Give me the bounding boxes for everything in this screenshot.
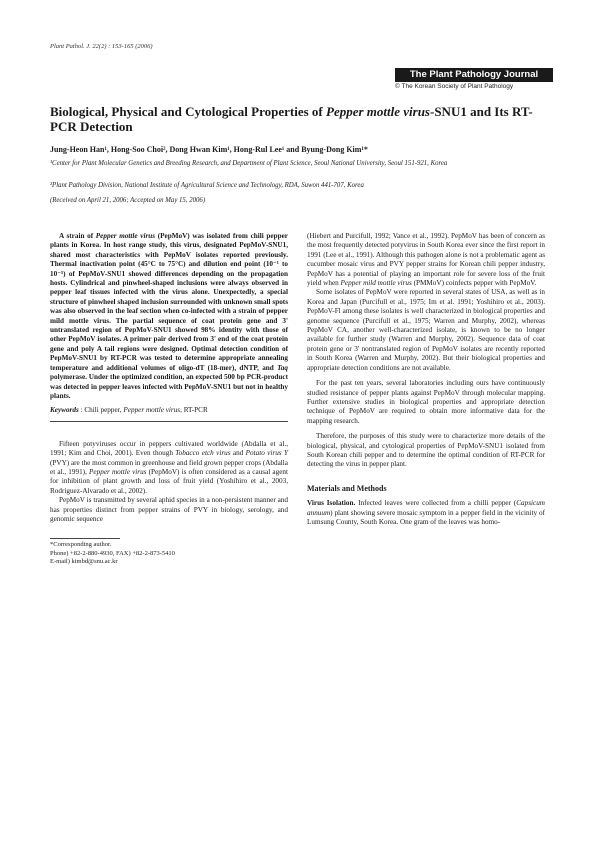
affiliation-1: ¹Center for Plant Molecular Genetics and Breeding Research, and Department of Plant Science, Seoul National University, Seoul 151-921, Korea [50,160,448,167]
footnote-email: E-mail) kimbd@snu.ac.kr [50,558,118,566]
body-paragraph-5 [307,499,545,527]
body-paragraph-2: Some isolates of PepMoV were reported in several states of USA, as well as in Korea and Japan (Purcifull et al., 1975; Im et al. 1991; Yoshihiro et al., 2003). PepMoV-Fl among these isolates is well characterized in biological properties and genome sequence (Purcifull et al., 1975; Warren and Murphy, 2002), whereas PepMoV CA, another well-characterized isolate, is known to be no longer available for further study (Warren and Murphy, 2002). Sequence data of coat protein gene or 3' nontranslated region of PepMoV isolates are recently reported in South Korea (Warren and Murphy, 2002). But their biological properties and appropriate detection conditions are not available. [307,288,545,372]
keywords-label: Keywords [50,406,79,415]
intro-p1-italic-2: Potato virus Y [245,449,288,458]
affiliation-2: ²Plant Pathology Division, National Institute of Agricultural Science and Technology, RDA, Suwon 441-707, Korea [50,182,364,189]
journal-banner: The Plant Pathology Journal [395,68,553,82]
abstract-part-2: (PepMoV) was isolated from chili pepper plants in Korea. In host range study, this virus, designated PepMoV-SNU1, shared most characteristics with PepMoV isolates reported previously. Thermal inactivation point (45°C to 75°C) and dilution end point (10⁻¹ to 10⁻⁵) of PepMoV-SNU1 showed differences depending on the propagation hosts. Cylindrical and pinwheel-shaped inclusions were always observed in pepper leaf tissues infected with the virus alone. Unexpectedly, a special structure of pinwheel shaped inclusion surrounded with unknown small spots was also observed in the leaf section when co-infected with a strain of pepper mild mottle virus. The partial sequence of coat protein gene and 3' untranslated region of PepMoV-SNU1 showed 98% identity with those of other PepMoV isolates. A primer pair derived from 3' end of the coat protein gene and poly A tail regions were designed. Optimal detection condition of PepMoV-SNU1 by RT-PCR was tested to determine appropriate annealing temperature and additional volumes of oligo-dT (18-mer), dNTP, and [50,232,288,372]
body-p1-b: (PMMoV) coinfects pepper with PepMoV. [411,279,537,288]
keywords-divider [50,421,288,422]
body-paragraph-1 [307,232,545,288]
intro-p1-italic-3: Pepper mottle virus [89,467,147,476]
body-p1-a: (Hiebert and Purcifull, 1992; Vance et al., 1992). PepMoV has been of concern as the most frequently detected potyvirus in South Korea ever since the first report in 1991 (Lee et al., 1991). Although this pathogen alone is not a problematic agent as cucumber mosaic virus and PVY pepper strains for Korean chili pepper industry, PepMoV has a potential of playing an important role for severe loss of the fruit yield when [307,232,545,288]
right-column [307,232,545,527]
body-p5-b: ) plant showing severe mosaic symptom in a pepper field in the vicinity of Lumsung County, South Korea. One gram of the leaves was homo- [307,508,545,526]
keywords [50,406,288,415]
keywords-part-2: , RT-PCR [180,406,208,415]
intro-paragraph-1 [50,440,288,496]
keywords-italic: Pepper mottle virus [123,406,181,415]
paper-title [50,104,550,134]
title-virus-name: Pepper mottle virus [326,104,430,119]
virus-isolation-heading: Virus Isolation. [307,499,356,508]
body-p1-italic: Pepper mild mottle virus [340,279,412,288]
abstract [50,232,288,401]
footnote [50,541,288,567]
footnote-divider [50,538,120,539]
abstract-part-1: A strain of [59,232,96,240]
keywords-part-1: : Chili pepper, [78,406,124,415]
title-text-2: -SNU1 and Its RT-PCR Detection [50,104,533,134]
title-text-1: Biological, Physical and Cytological Properties of [50,104,326,119]
intro-p1-b: and [230,449,246,458]
journal-citation: Plant Pathol. J. 22(2) : 153-165 (2006) [50,43,153,50]
abstract-text [50,232,288,401]
intro-p1-d: (PepMoV) is often considered as a causal agent for inhibition of plant growth and loss of fruit yield (Yoshihiro et al., 2003, Rodriguez-Alvarado et al., 2002). [50,467,288,495]
society-copyright: © The Korean Society of Plant Pathology [395,83,514,90]
body-p5-a: Infected leaves were collected from a chilli pepper ( [355,499,517,508]
footnote-corresponding: *Corresponding author. [50,541,112,549]
body-paragraph-3: For the past ten years, several laboratories including ours have continuously studied resistance of pepper plants against PepMoV through molecular mapping. Further extensive studies in biological properties and appropriate detection technique of PepMoV are required to obtain more informative data for the mapping research. [307,379,545,425]
intro-p1-a: Fifteen potyviruses occur in peppers cultivated worldwide (Abdalla et al., 1991; Kim and Choi, 2001). Even though [50,439,288,458]
author-list: Jung-Heon Han¹, Hong-Soo Choi², Dong Hwan Kim¹, Hong-Rul Lee¹ and Byung-Dong Kim¹* [50,145,368,154]
intro-paragraph-2: PepMoV is transmitted by several aphid species in a non-persistent manner and has properties distinct from pepper strains of PVY in biology, serology, and genomic sequence [50,496,288,523]
section-heading-methods: Materials and Methods [307,483,387,493]
received-date: (Received on April 21, 2006; Accepted on May 15, 2006) [50,197,206,204]
intro-p1-italic-1: Tobacco etch virus [175,449,231,458]
left-column [50,232,288,567]
intro-p1-c: (PVY) are the most common in greenhouse and field grown pepper crops (Abdalla et al., 1991), [50,458,288,476]
body-paragraph-4: Therefore, the purposes of this study were to characterize more details of the biological, physical, and cytological properties of PepMoV-SNU1 isolated from South Korean chili pepper and to determine the optimal condition of RT-PCR for detecting the virus in pepper plant. [307,432,545,469]
abstract-italic-1: Pepper mottle virus [95,232,156,240]
footnote-phone: Phone) +82-2-880-4930, FAX) +82-2-873-5410 [50,549,175,557]
abstract-italic-2: Taq [277,363,288,372]
abstract-part-3: polymerase. Under the optimized condition, an expected 500 bp PCR-product was detected in pepper leaves infected with PepMoV-SNU1 but not in healthy plants. [50,373,288,400]
body-p5-italic: Capsicum annuum [307,499,545,517]
